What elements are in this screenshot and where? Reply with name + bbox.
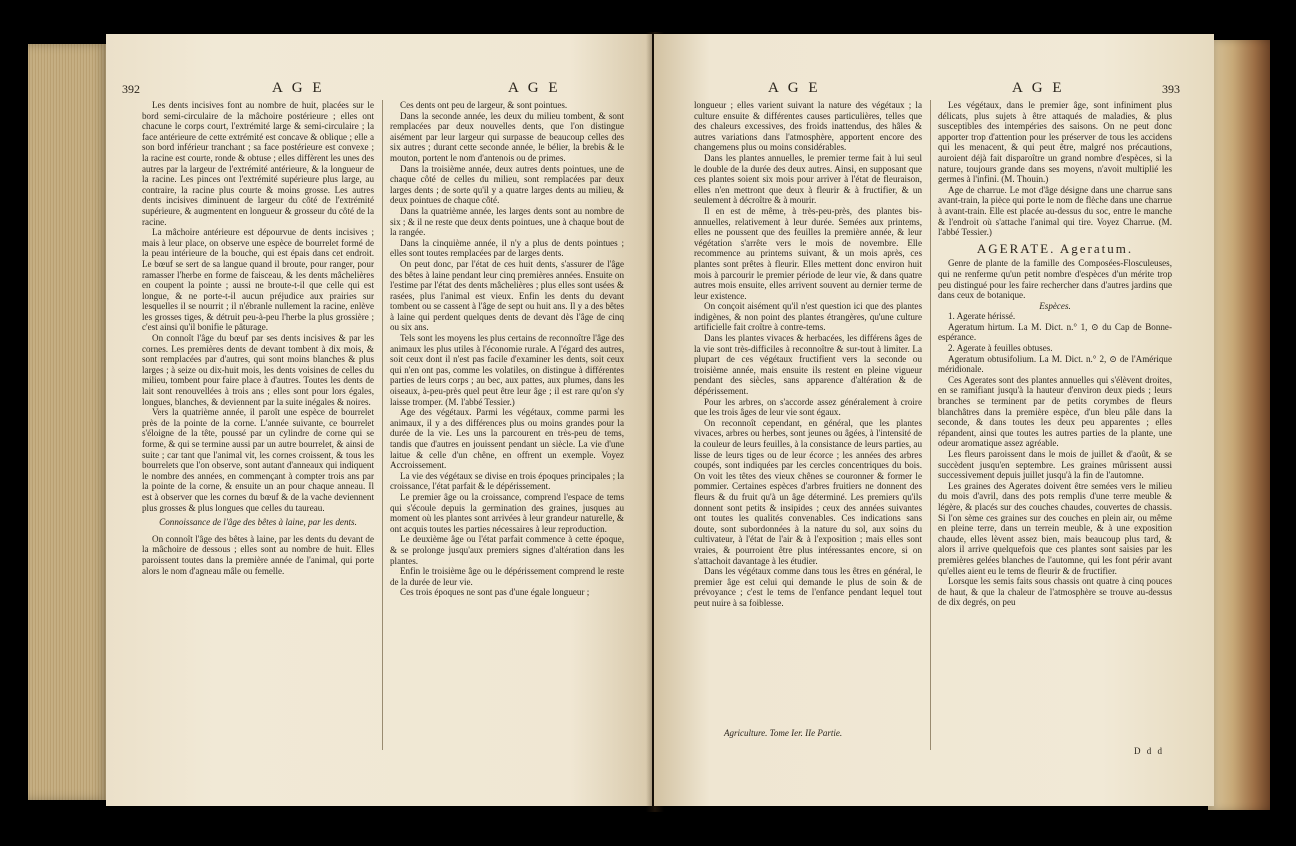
- column-rule-right: [930, 100, 931, 750]
- paragraph: Les dents incisives font au nombre de huit, placées sur le bord semi-circulaire de la mâchoire postérieure ; elles ont chacune le corps court, l'extrémité large & semi-circulaire ; la face antérieure de cette extrémité est concave & oblique ; elle a son bord inférieur tranchant ; sa face postérieure est convexe ; la racine est courte, ronde & obtuse ; elles diffèrent les unes des autres par la largeur de l'extrémité antérieure, & la longueur de la racine. Les pinces ont l'extrémité supérieure plus large, au contraire, la racine plus courte & moins grosse. Les autres dents incisives diminuent de largeur du côté de l'extrémité supérieure, & augmentent en longueur & grosseur du côté de la racine.: [142, 100, 374, 227]
- volume-footer: Agriculture. Tome Ier. IIe Partie.: [724, 728, 843, 738]
- headword-left-col1: A G E: [272, 80, 325, 96]
- paragraph: La mâchoire antérieure est dépourvue de dents incisives ; mais à leur place, on observe une espèce de bourrelet formé de la peau intérieure de la bouche, qui est épais dans cet endroit. Le bœuf se sert de sa langue quand il broute, pour ranger, pour ramasser l'herbe en forme de faisceau, & les dents mâchelières en coupent la pointe ; aussi ne broute-t-il que celle qui est longue, & ne porte-t-il aucun préjudice aux prairies sur lesquelles il se nourrit ; il n'ébranle nullement la racine, enlève les grosses tiges, & détruit peu-à-peu l'herbe la plus grossière ; c'est ainsi qu'il bonifie le pâturage.: [142, 227, 374, 333]
- subheading: Connoissance de l'âge des bêtes à laine, par les dents.: [159, 517, 357, 528]
- paragraph: Dans la quatrième année, les larges dents sont au nombre de six ; & il ne reste que deux dents pointues, une à chaque bout de la rangée.: [390, 205, 624, 238]
- paragraph: Vers la quatrième année, il paroît une espèce de bourrelet près de la pointe de la corne. L'année suivante, ce bourrelet s'éloigne de la tête, poussé par un cylindre de corne qui se forme, & qui se termine aussi par un autre bourrelet, & ainsi de suite ; car tant que l'animal vit, les cornes croissent, & tous les bourrelets que l'on observe, sont autant d'anneaux qui indiquent le nombre des années, en commençant à compter trois ans par la pointe de la corne, & ensuite un an pour chaque anneau. Il est à observer que les cornes du bœuf & de la vache deviennent plus grosses & plus longues que celles du taureau.: [142, 407, 374, 513]
- paragraph: Le premier âge ou la croissance, comprend l'espace de tems qui s'écoule depuis la germination des graines, jusques au moment où les plantes sont arrivées à leur grandeur naturelle, & ont acquis toutes les parties nécessaires à leur reproduction.: [390, 491, 624, 534]
- paragraph: Dans la troisième année, deux autres dents pointues, une de chaque côté de celles du milieu, sont remplacées par deux larges dents ; de sorte qu'il y a quatre larges dents au milieu, & deux pointues de chaque côté.: [390, 163, 624, 206]
- right-page-column-2: [938, 100, 1172, 740]
- paragraph: On connoît l'âge des bêtes à laine, par les dents du devant de la mâchoire de dessous ; elles sont au nombre de huit. Elles paroissent toutes dans la première année de l'animal, qui porte alors le nom d'agneau mâle ou femelle.: [142, 533, 374, 576]
- paragraph: Ces dents ont peu de largeur, & sont pointues.: [400, 100, 568, 110]
- paragraph: longueur ; elles varient suivant la nature des végétaux ; la culture ensuite & différentes causes particulières, telles que des chaleurs excessives, des froids inattendus, des hâles & autres variations dans l'atmosphère, apportent encore des changemens plus ou moins considérables.: [694, 100, 922, 153]
- paragraph: On conçoit aisément qu'il n'est question ici que des plantes indigènes, & non point des plantes étrangères, qu'une culture artificielle fait croître à contre-tems.: [694, 301, 922, 333]
- species-title: Espèces.: [1039, 300, 1071, 311]
- paragraph: On reconnoît cependant, en général, que les plantes vivaces, arbres ou herbes, sont jeunes ou âgées, à l'intensité de la couleur de leurs feuilles, à la consistance de leurs parties, au lisse de leurs tiges ou de leur écorce ; les années des arbres coupés, sont indiquées par les cercles concentriques du bois. On voit les têtes des vieux chênes se couronner & former le pommier. Certaines espèces d'arbres fruitiers ne donnent des fleurs & du fruit qu'à un âge déterminé. Les premiers qu'ils donnent sont petits & insipides ; ceux des années suivantes ont toutes les qualités convenables. Ces indications sans doute, sont subordonnées à la nature du sol, aux soins du cultivateur, à l'état de l'air & à l'exposition ; mais elles sont vraies, & pourroient être plus intéressantes encore, si on s'attachoit davantage à les étudier.: [694, 417, 922, 566]
- paragraph: Dans les plantes vivaces & herbacées, les différens âges de la vie sont très-difficiles à reconnoître & sur-tout à limiter. La plupart de ces végétaux fructifient vers la seconde ou troisième année, mais ensuite ils restent en pleine vigueur pendant des siècles, sans apparence d'altération & de dépérissement.: [694, 333, 922, 397]
- species-item: Ageratum hirtum. La M. Dict. n.° 1, ⊙ du Cap de Bonne-espérance.: [938, 321, 1172, 343]
- left-page-column-1: [142, 100, 374, 730]
- headword-left-col2: A G E: [508, 80, 561, 96]
- left-page-column-2: [390, 100, 624, 750]
- paragraph: Dans la cinquième année, il n'y a plus de dents pointues ; elles sont toutes remplacées par de larges dents.: [390, 237, 624, 259]
- paragraph: Enfin le troisième âge ou le dépérissement comprend le reste de la durée de leur vie.: [390, 566, 624, 587]
- paragraph: Ces Agerates sont des plantes annuelles qui s'élèvent droites, en se ramifiant jusqu'à la hauteur d'environ deux pieds ; leurs branches se terminent par de petits corymbes de fleurs blanchâtres dans la première espèce, d'un bleu pâle dans la seconde, & dans toutes les deux peu apparentes ; elles répandent, ainsi que toutes les autres parties de la plante, une odeur aromatique assez agréable.: [938, 374, 1172, 449]
- page-number-left: 392: [122, 82, 140, 96]
- paragraph: La vie des végétaux se divise en trois époques principales ; la croissance, l'état parfait & le dépérissement.: [390, 470, 624, 492]
- paragraph: Age des végétaux. Parmi les végétaux, comme parmi les animaux, il y a des différences plus ou moins grandes pour la durée de la vie. Les uns la parcourent en très-peu de tems, tandis que d'autres en jouissent pendant un siècle. La vie d'une laitue & celle d'un chêne, en offrent un exemple. Voyez Accroissement.: [390, 407, 624, 471]
- paragraph: Genre de plante de la famille des Composées-Flosculeuses, qui ne renferme qu'un petit nombre d'espèces d'un mérite trop peu distingué pour les faire rechercher dans d'autres jardins que dans ceux de botanique.: [938, 258, 1172, 301]
- paragraph: On peut donc, par l'état de ces huit dents, s'assurer de l'âge des bêtes à laine pendant leur cinq premières années. Ensuite on l'estime par l'état des dents mâchelières ; plus elles sont usées & rasées, plus l'animal est vieux. Enfin les dents du devant tombent ou se cassent à l'âge de sept ou huit ans. Il y a des bêtes à laine qui perdent quelques dents de devant dès l'âge de cinq ou six ans.: [390, 258, 624, 333]
- open-book: [28, 32, 1270, 812]
- paragraph: Dans les plantes annuelles, le premier terme fait à lui seul le double de la durée des deux autres. Ainsi, en supposant que ces plantes soient six mois pour arriver à l'état de fleuraison, elles n'en mettront que deux à fleurir & à fructifier, & un seulement à décroître & à mourir.: [694, 152, 922, 206]
- headword-right-col1: A G E: [768, 80, 821, 96]
- species-item: Ageratum obtusifolium. La M. Dict. n.° 2, ⊙ de l'Amérique méridionale.: [938, 353, 1172, 375]
- paragraph: Pour les arbres, on s'accorde assez généralement à croire que les trois âges de leur vie sont égaux.: [694, 396, 922, 418]
- paragraph: Les végétaux, dans le premier âge, sont infiniment plus délicats, plus sujets à être attaqués de maladies, & plus susceptibles des intempéries des saisons. On ne peut donc apporter trop d'attention pour les préserver de tous les accidens qui les menacent, & qui peut être, malgré nos précautions, auroient déjà fait disparoître un grand nombre d'espèces, si la nature, toujours grande dans ses moyens, n'avoit multiplié les germes à l'infini. (M. Thouin.): [938, 100, 1172, 185]
- page-edges-left: [28, 44, 108, 800]
- running-head-left: [106, 80, 652, 98]
- entry-heading: AGERATE. Ageratum.: [976, 240, 1134, 256]
- paragraph: Tels sont les moyens les plus certains de reconnoître l'âge des animaux les plus utiles à l'économie rurale. A l'égard des autres, soit ceux dont il n'est pas facile d'examiner les dents, soit ceux qui n'en ont pas, comme les volatiles, on distingue à différentes parties de leurs corps ; au bec, aux pattes, aux plumes, dans les oiseaux, à-peu-près quel peut être leur âge ; il est rare qu'on s'y laisse tromper. (M. l'abbé Tessier.): [390, 333, 624, 407]
- right-page: [654, 34, 1214, 806]
- left-page: [106, 34, 652, 806]
- species-item: 2. Agerate à feuilles obtuses.: [948, 343, 1053, 354]
- paragraph: Dans la seconde année, les deux du milieu tombent, & sont remplacées par deux nouvelles dents, que l'on distingue aisément par leur largeur qui surpasse de beaucoup celles des six autres ; durant cette seconde année, le bélier, la brebis & le mouton, portent le nom d'antenois ou de primes.: [390, 110, 624, 163]
- species-item: 1. Agerate hérissé.: [948, 311, 1016, 322]
- paragraph: Les fleurs paroissent dans le mois de juillet & d'août, & se succèdent jusqu'en septembre. Les graines mûrissent aussi successivement depuis juillet jusqu'à la fin de l'automne.: [938, 449, 1172, 481]
- page-number-right: 393: [1162, 82, 1180, 96]
- headword-right-col2: A G E: [1012, 80, 1065, 96]
- paragraph: Le deuxième âge ou l'état parfait commence à cette époque, & se prolonge jusqu'aux premiers signes d'altération dans les plantes.: [390, 534, 624, 566]
- paragraph: Il en est de même, à très-peu-près, des plantes bis-annuelles, relativement à leur durée. Semées aux printems, elles ne poussent que des feuilles la première année, & leur végétation s'arrête vers le mois de novembre. Elle recommence au printems suivant, & un mois après, ces plantes sont prêtes à fleurir. Elles mettent donc environ huit mois à parcourir le premier période de leur vie, & dans quatre autres mois ensuite, elles arrivent souvent au dernier terme de leur existence.: [694, 205, 922, 301]
- paragraph: On connoît l'âge du bœuf par ses dents incisives & par les cornes. Les premières dents de devant tombent à dix mois, & sont remplacées par d'autres, qui sont moins blanches & plus larges ; à seize ou dix-huit mois, les dents voisines de celles du milieu, tombent pour faire place à d'autres. Toutes les dents de lait sont renouvellées à trois ans ; elles sont pour lors égales, longues, blanches, & deviennent par la suite inégales & noires.: [142, 333, 374, 407]
- paragraph: Lorsque les semis faits sous chassis ont quatre à cinq pouces de haut, & que la chaleur de l'atmosphère se trouve au-dessus de dix degrés, on peu: [938, 576, 1172, 608]
- paragraph: Les graines des Agerates doivent être semées vers le milieu du mois d'avril, dans des pots remplis d'une terre meuble & légère, & placés sur des couches chaudes, couvertes de chassis. Si l'on sème ces graines sur des couches en plein air, ou même en pleine terre, dans un terrein meuble, & à une exposition chaude, elles lèvent assez bien, mais beaucoup plus tard, & alors il arrive quelquefois que ces plantes sont saisies par les premières gelées blanches de l'automne, qui les font périr avant qu'elles aient eu le tems de fleurir & de fructifier.: [938, 480, 1172, 576]
- paragraph: Dans les végétaux comme dans tous les êtres en général, le premier âge est celui qui demande le plus de soin & de prévoyance ; c'est le tems de l'enfance pendant lequel tout peut nuire à sa foiblesse.: [694, 566, 922, 608]
- paragraph: Ces trois époques ne sont pas d'une égale longueur ;: [400, 587, 590, 598]
- signature-mark: D d d: [1134, 746, 1164, 756]
- column-rule-left: [382, 100, 383, 750]
- right-page-column-1: [694, 100, 922, 720]
- paragraph: Age de charrue. Le mot d'âge désigne dans une charrue sans avant-train, la pièce qui porte le nom de flèche dans une charrue à avant-train. Elle est placée au-dessus du soc, entre le manche & l'endroit où s'attache l'animal qui tire. Voyez Charrue. (M. l'abbé Tessier.): [938, 184, 1172, 238]
- page-edges-right: [1208, 40, 1270, 810]
- running-head-right: [654, 80, 1214, 98]
